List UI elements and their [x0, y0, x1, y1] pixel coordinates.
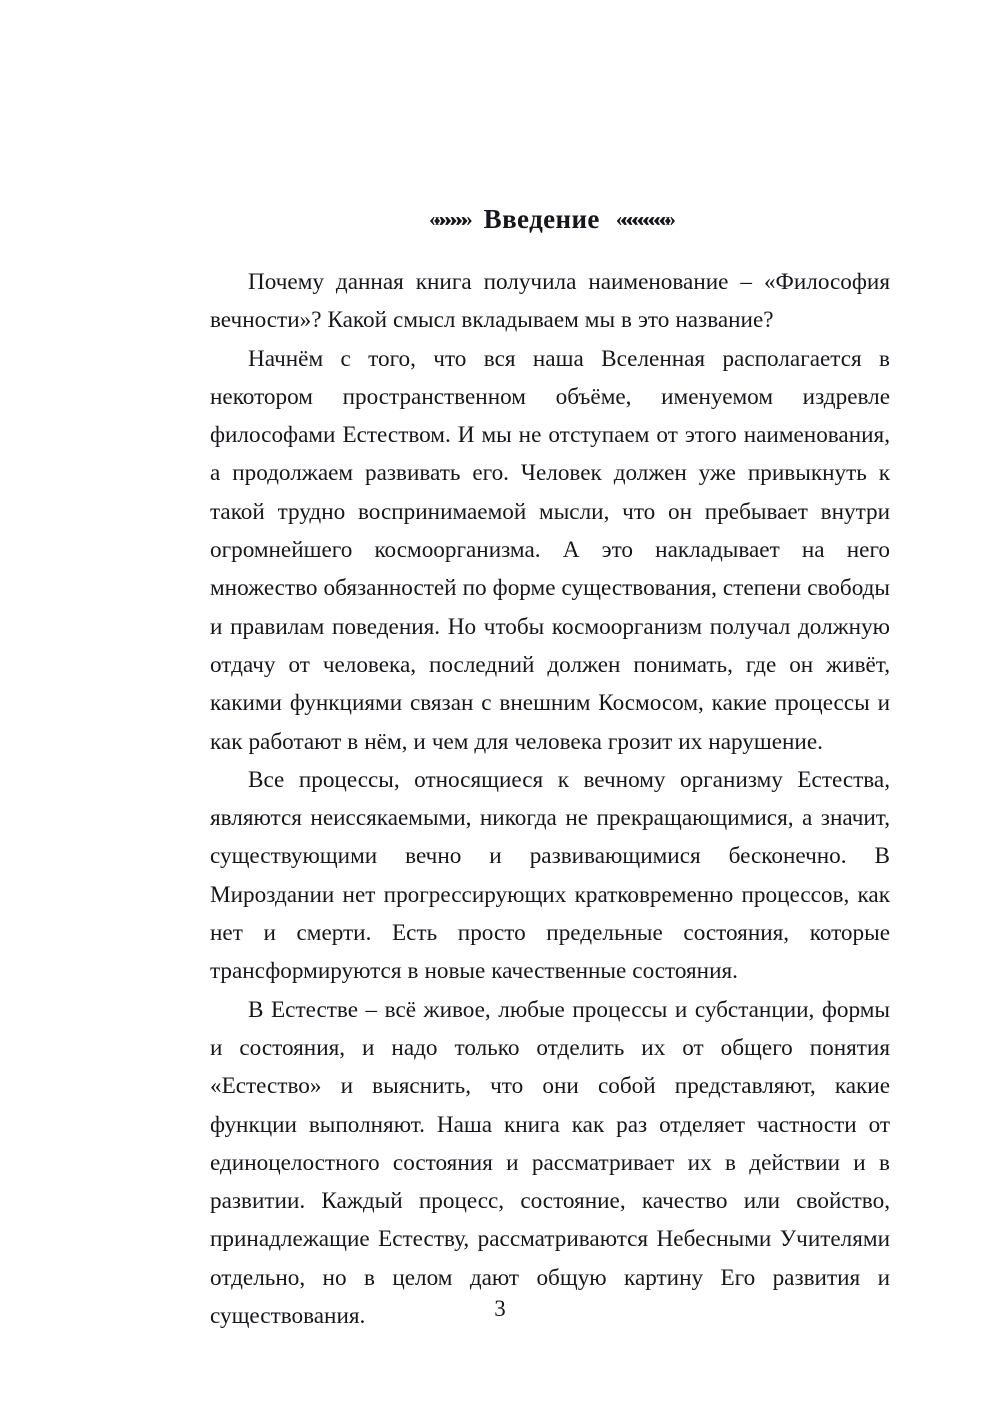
- ornament-left-icon: «»»»»»»: [429, 207, 468, 231]
- chapter-title: Введение: [483, 204, 600, 234]
- page-text-block: [210, 204, 890, 1335]
- paragraph-universe: Начнём с того, что вся наша Вселенная располагается в некотором пространственном объёме, именуемом издревле философами Естеством. И мы не отступаем от этого наименования, а продолжаем развивать его. Человек должен уже привыкнуть к такой трудно воспринимаемой мысли, что он пребывает внутри огромнейшего космоорганизма. А это накладывает на него множество обязанностей по форме существования, степени свободы и правилам поведения. Но чтобы космоорганизм получал должную отдачу от человека, последний должен понимать, где он живёт, какими функциями связан с внешним Космосом, какие процессы и как работают в нём, и чем для человека грозит их нарушение.: [210, 345, 890, 755]
- chapter-heading: [210, 204, 890, 235]
- paragraph-estestvo: В Естестве – всё живое, любые процессы и субстанции, формы и состояния, и надо только отделить их от общего понятия «Естество» и выяснить, что они собой представляют, какие функции выполняют. Наша книга как раз отделяет частности от единоцелостного состояния и рассматривает их в действии и в развитии. Каждый процесс, состояние, качество или свойство, принадлежащие Естеству, рассматриваются Небесными Учителями отдельно, но в целом дают общую картину Его развития и существования.: [210, 996, 890, 1330]
- page-number: 3: [494, 1296, 506, 1321]
- ornament-right-icon: «««««««««»: [615, 207, 671, 231]
- paragraph-why-title: Почему данная книга получила наименование – «Философия вечности»? Какой смысл вкладываем мы в это название?: [210, 269, 890, 334]
- paragraph-processes: Все процессы, относящиеся к вечному организму Естества, являются неиссякаемыми, никогда не прекращающимися, а значит, существующими вечно и развивающимися бесконечно. В Мироздании нет прогрессирующих кратковременно процессов, как нет и смерти. Есть просто предельные состояния, которые трансформируются в новые качественные состояния.: [210, 766, 890, 985]
